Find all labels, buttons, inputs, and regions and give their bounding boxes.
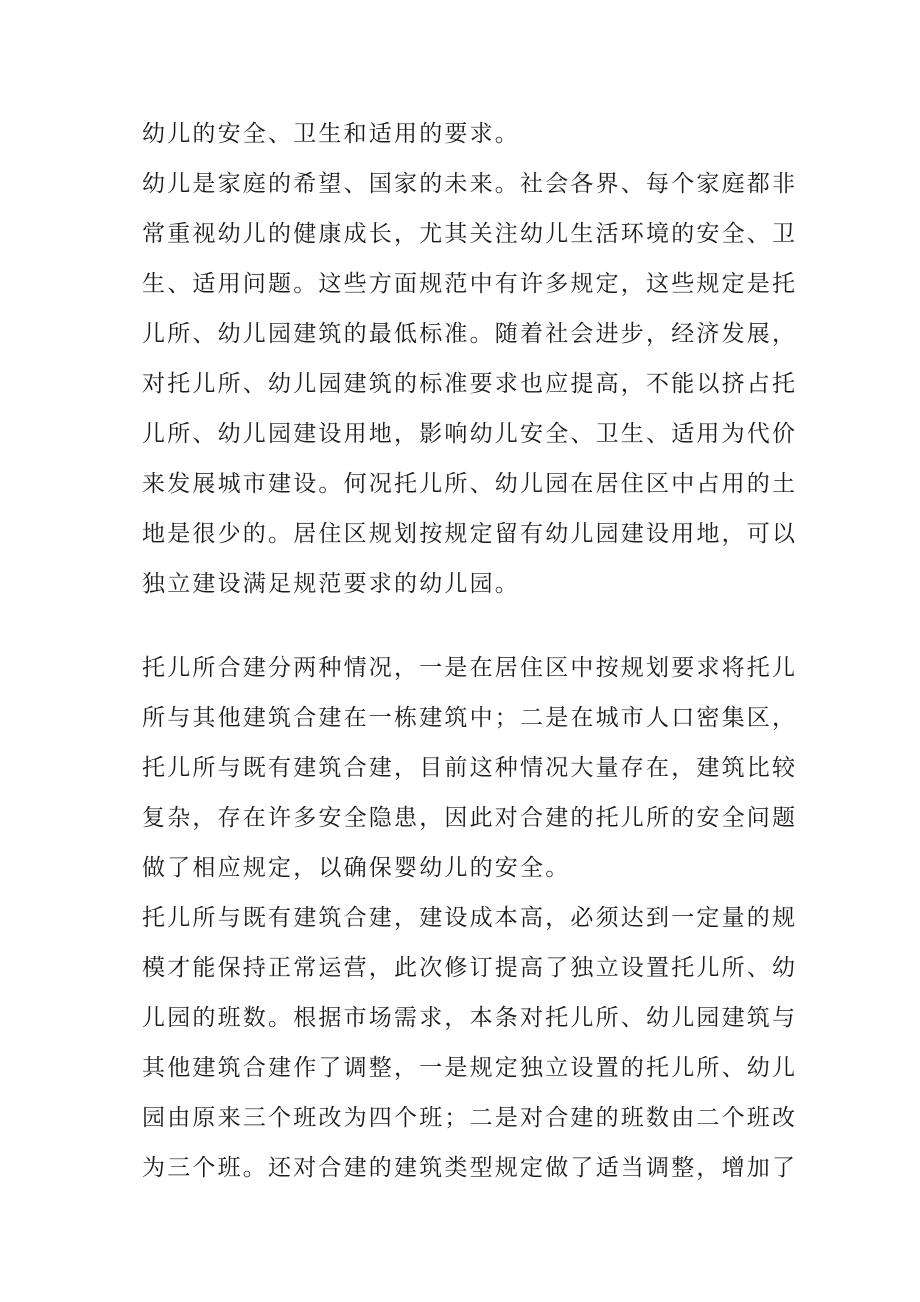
text-line: 来发展城市建设。何况托儿所、幼儿园在居住区中占用的土 [142,471,798,497]
text-line: 生、适用问题。这些方面规范中有许多规定，这些规定是托 [142,271,798,297]
text-line: 模才能保持正常运营，此次修订提高了独立设置托儿所、幼 [142,955,798,981]
text-line: 儿所、幼儿园建筑的最低标准。随着社会进步，经济发展， [142,321,798,347]
text-line: 其他建筑合建作了调整，一是规定独立设置的托儿所、幼儿 [142,1055,798,1081]
text-line: 托儿所与既有建筑合建，建设成本高，必须达到一定量的规 [142,905,798,931]
text-line: 幼儿的安全、卫生和适用的要求。 [142,121,520,147]
text-line: 园由原来三个班改为四个班；二是对合建的班数由二个班改 [142,1105,798,1131]
text-line: 对托儿所、幼儿园建筑的标准要求也应提高，不能以挤占托 [142,371,798,397]
text-line: 托儿所与既有建筑合建，目前这种情况大量存在，建筑比较 [142,755,798,781]
text-line: 常重视幼儿的健康成长，尤其关注幼儿生活环境的安全、卫 [142,221,798,247]
text-line: 儿园的班数。根据市场需求，本条对托儿所、幼儿园建筑与 [142,1005,798,1031]
text-line: 儿所、幼儿园建设用地，影响幼儿安全、卫生、适用为代价 [142,421,798,447]
text-line: 幼儿是家庭的希望、国家的未来。社会各界、每个家庭都非 [142,171,798,197]
text-line: 复杂，存在许多安全隐患，因此对合建的托儿所的安全问题 [142,805,798,831]
text-line: 为三个班。还对合建的建筑类型规定做了适当调整，增加了 [142,1155,798,1181]
text-line: 独立建设满足规范要求的幼儿园。 [142,571,520,597]
text-line: 做了相应规定，以确保婴幼儿的安全。 [142,855,571,881]
text-line: 托儿所合建分两种情况，一是在居住区中按规划要求将托儿 [142,655,798,681]
text-line: 所与其他建筑合建在一栋建筑中；二是在城市人口密集区， [142,705,798,731]
text-line: 地是很少的。居住区规划按规定留有幼儿园建设用地，可以 [142,521,798,547]
